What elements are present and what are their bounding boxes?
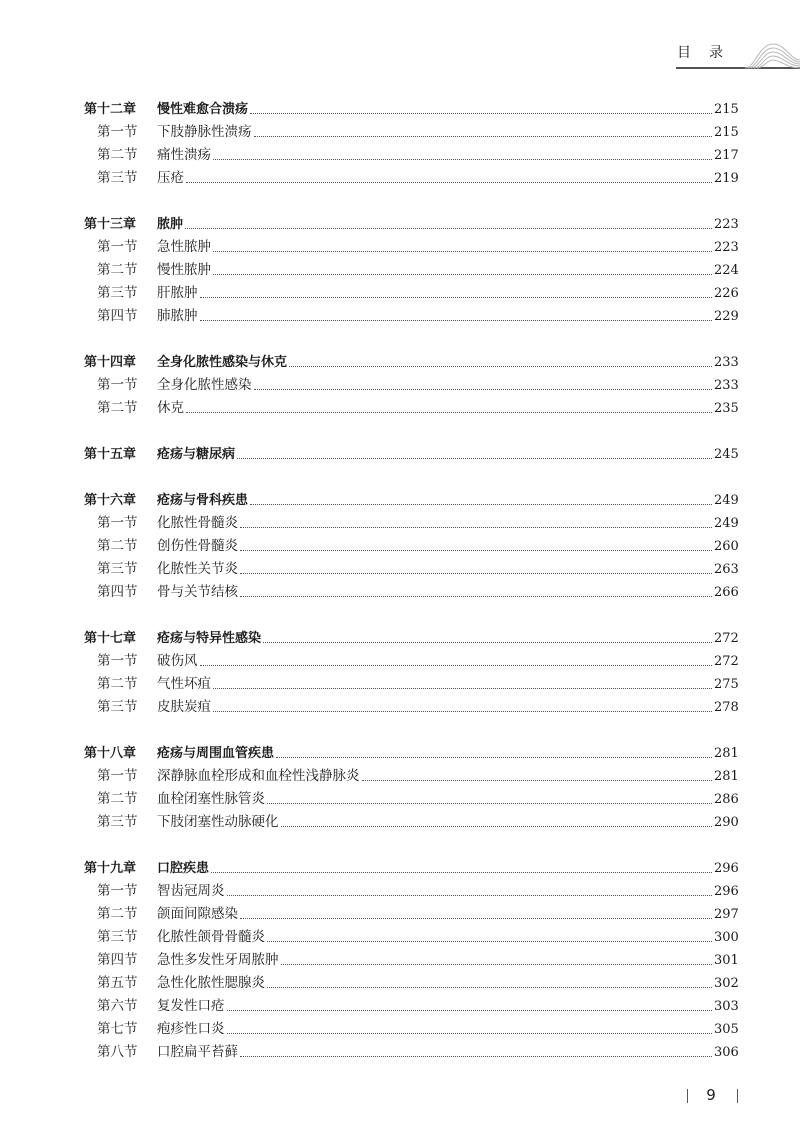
section-page-number: 297 — [714, 907, 739, 922]
dot-leader — [227, 1033, 713, 1034]
section-page-number: 278 — [714, 700, 739, 715]
chapter-entry[interactable] — [84, 98, 738, 121]
chapter-page-number: 281 — [714, 746, 739, 761]
dot-leader — [240, 596, 712, 597]
chapter-title: 疮疡与周围血管疾患 — [157, 746, 275, 761]
dot-leader — [213, 251, 712, 252]
section-page-number: 296 — [714, 884, 739, 899]
section-entry[interactable] — [84, 972, 738, 995]
section-number: 第一节 — [97, 883, 138, 899]
chapter-entry[interactable] — [84, 627, 738, 650]
footer-divider-right — [737, 1089, 738, 1103]
chapter-entry[interactable] — [84, 489, 738, 512]
section-title: 肺脓肿 — [157, 308, 198, 324]
section-title: 骨与关节结核 — [157, 584, 238, 600]
section-number: 第二节 — [97, 791, 138, 807]
section-entry[interactable] — [84, 282, 738, 305]
section-page-number: 305 — [714, 1022, 739, 1037]
chapter-number: 第十九章 — [84, 861, 137, 876]
section-number: 第一节 — [97, 768, 138, 784]
chapter-block — [84, 213, 738, 328]
section-number: 第四节 — [97, 308, 138, 324]
chapter-number: 第十五章 — [84, 447, 137, 462]
chapter-title: 疮疡与糖尿病 — [157, 447, 236, 462]
section-title: 疱疹性口炎 — [157, 1021, 225, 1037]
section-page-number: 272 — [714, 654, 739, 669]
section-page-number: 302 — [714, 976, 739, 991]
dot-leader — [267, 941, 712, 942]
section-entry[interactable] — [84, 903, 738, 926]
chapter-block — [84, 489, 738, 604]
section-entry[interactable] — [84, 374, 738, 397]
section-page-number: 226 — [714, 286, 739, 301]
chapter-title: 疮疡与骨科疾患 — [157, 493, 249, 508]
chapter-page-number: 245 — [714, 447, 739, 462]
section-entry[interactable] — [84, 397, 738, 420]
dot-leader — [254, 136, 713, 137]
section-number: 第二节 — [97, 676, 138, 692]
dot-leader — [185, 228, 712, 229]
section-title: 化脓性关节炎 — [157, 561, 238, 577]
chapter-block — [84, 443, 738, 466]
section-page-number: 217 — [714, 148, 739, 163]
dot-leader — [186, 412, 712, 413]
chapter-page-number: 233 — [714, 355, 739, 370]
section-number: 第四节 — [97, 584, 138, 600]
chapter-block — [84, 351, 738, 420]
section-number: 第二节 — [97, 538, 138, 554]
dot-leader — [200, 297, 713, 298]
chapter-entry[interactable] — [84, 213, 738, 236]
chapter-block — [84, 627, 738, 719]
dot-leader — [240, 918, 712, 919]
section-entry[interactable] — [84, 811, 738, 834]
section-title: 复发性口疮 — [157, 998, 225, 1014]
dot-leader — [240, 573, 712, 574]
section-number: 第一节 — [97, 124, 138, 140]
section-entry[interactable] — [84, 880, 738, 903]
section-number: 第一节 — [97, 377, 138, 393]
dot-leader — [267, 803, 712, 804]
section-entry[interactable] — [84, 1041, 738, 1064]
section-title: 休克 — [157, 400, 184, 416]
page-header — [0, 0, 800, 80]
dot-leader — [281, 964, 713, 965]
section-number: 第七节 — [97, 1021, 138, 1037]
section-page-number: 281 — [714, 769, 739, 784]
section-title: 颌面间隙感染 — [157, 906, 238, 922]
chapter-entry[interactable] — [84, 351, 738, 374]
section-number: 第五节 — [97, 975, 138, 991]
chapter-title: 慢性难愈合溃疡 — [157, 102, 249, 117]
dot-leader — [240, 1056, 712, 1057]
dot-leader — [227, 895, 713, 896]
section-entry[interactable] — [84, 696, 738, 719]
section-entry[interactable] — [84, 765, 738, 788]
section-number: 第二节 — [97, 906, 138, 922]
table-of-contents — [84, 98, 738, 1087]
dot-leader — [263, 642, 712, 643]
dot-leader — [237, 458, 712, 459]
section-entry[interactable] — [84, 144, 738, 167]
chapter-page-number: 272 — [714, 631, 739, 646]
section-title: 慢性脓肿 — [157, 262, 211, 278]
section-title: 痛性溃疡 — [157, 147, 211, 163]
section-entry[interactable] — [84, 673, 738, 696]
section-entry[interactable] — [84, 995, 738, 1018]
dot-leader — [254, 389, 713, 390]
section-title: 急性化脓性腮腺炎 — [157, 975, 265, 991]
section-number: 第三节 — [97, 929, 138, 945]
dot-leader — [186, 182, 712, 183]
section-page-number: 300 — [714, 930, 739, 945]
dot-leader — [227, 1010, 713, 1011]
section-entry[interactable] — [84, 788, 738, 811]
chapter-page-number: 223 — [714, 217, 739, 232]
dot-leader — [289, 366, 712, 367]
chapter-page-number: 215 — [714, 102, 739, 117]
section-entry[interactable] — [84, 949, 738, 972]
dot-leader — [213, 274, 712, 275]
section-entry[interactable] — [84, 167, 738, 190]
section-number: 第一节 — [97, 653, 138, 669]
section-title: 下肢静脉性溃疡 — [157, 124, 252, 140]
section-entry[interactable] — [84, 558, 738, 581]
section-entry[interactable] — [84, 1018, 738, 1041]
header-title: 目 录 — [677, 45, 725, 61]
chapter-entry[interactable] — [84, 742, 738, 765]
dot-leader — [213, 711, 712, 712]
section-title: 皮肤炭疽 — [157, 699, 211, 715]
section-title: 全身化脓性感染 — [157, 377, 252, 393]
dot-leader — [250, 113, 712, 114]
section-number: 第一节 — [97, 515, 138, 531]
footer-divider-left — [687, 1089, 688, 1103]
dot-leader — [281, 826, 713, 827]
section-entry[interactable] — [84, 259, 738, 282]
dot-leader — [240, 527, 712, 528]
section-page-number: 303 — [714, 999, 739, 1014]
section-entry[interactable] — [84, 650, 738, 673]
section-page-number: 266 — [714, 585, 739, 600]
chapter-title: 疮疡与特异性感染 — [157, 631, 262, 646]
chapter-title: 全身化脓性感染与休克 — [157, 355, 288, 370]
section-page-number: 223 — [714, 240, 739, 255]
chapter-page-number: 296 — [714, 861, 739, 876]
chapter-block — [84, 857, 738, 1064]
section-number: 第三节 — [97, 285, 138, 301]
dot-leader — [250, 504, 712, 505]
dot-leader — [200, 665, 713, 666]
section-title: 气性坏疽 — [157, 676, 211, 692]
chapter-entry[interactable] — [84, 857, 738, 880]
section-title: 智齿冠周炎 — [157, 883, 225, 899]
section-title: 血栓闭塞性脉管炎 — [157, 791, 265, 807]
dot-leader — [276, 757, 712, 758]
section-number: 第三节 — [97, 561, 138, 577]
section-title: 创伤性骨髓炎 — [157, 538, 238, 554]
section-page-number: 290 — [714, 815, 739, 830]
section-title: 化脓性颌骨骨髓炎 — [157, 929, 265, 945]
dot-leader — [211, 872, 712, 873]
chapter-page-number: 249 — [714, 493, 739, 508]
chapter-number: 第十四章 — [84, 355, 137, 370]
section-title: 急性脓肿 — [157, 239, 211, 255]
section-entry[interactable] — [84, 236, 738, 259]
dot-leader — [362, 780, 713, 781]
chapter-block — [84, 742, 738, 834]
section-number: 第二节 — [97, 147, 138, 163]
chapter-title: 口腔疾患 — [157, 861, 210, 876]
dot-leader — [213, 159, 712, 160]
chapter-block — [84, 98, 738, 190]
section-page-number: 260 — [714, 539, 739, 554]
section-entry[interactable] — [84, 535, 738, 558]
chapter-number: 第十七章 — [84, 631, 137, 646]
dot-leader — [240, 550, 712, 551]
section-entry[interactable] — [84, 581, 738, 604]
page-number: 9 — [706, 1086, 716, 1104]
section-title: 破伤风 — [157, 653, 198, 669]
section-number: 第四节 — [97, 952, 138, 968]
section-entry[interactable] — [84, 926, 738, 949]
section-page-number: 229 — [714, 309, 739, 324]
section-page-number: 301 — [714, 953, 739, 968]
dot-leader — [200, 320, 713, 321]
section-title: 口腔扁平苔藓 — [157, 1044, 238, 1060]
section-page-number: 235 — [714, 401, 739, 416]
section-number: 第二节 — [97, 262, 138, 278]
section-number: 第三节 — [97, 814, 138, 830]
chapter-entry[interactable] — [84, 443, 738, 466]
section-entry[interactable] — [84, 121, 738, 144]
section-page-number: 215 — [714, 125, 739, 140]
section-number: 第二节 — [97, 400, 138, 416]
chapter-number: 第十六章 — [84, 493, 137, 508]
section-number: 第一节 — [97, 239, 138, 255]
chapter-number: 第十三章 — [84, 217, 137, 232]
section-page-number: 249 — [714, 516, 739, 531]
section-page-number: 263 — [714, 562, 739, 577]
section-entry[interactable] — [84, 305, 738, 328]
section-number: 第三节 — [97, 699, 138, 715]
section-title: 肝脓肿 — [157, 285, 198, 301]
dot-leader — [267, 987, 712, 988]
section-page-number: 286 — [714, 792, 739, 807]
section-page-number: 306 — [714, 1045, 739, 1060]
chapter-number: 第十二章 — [84, 102, 137, 117]
section-page-number: 275 — [714, 677, 739, 692]
section-title: 下肢闭塞性动脉硬化 — [157, 814, 279, 830]
section-title: 深静脉血栓形成和血栓性浅静脉炎 — [157, 768, 360, 784]
section-number: 第八节 — [97, 1044, 138, 1060]
section-entry[interactable] — [84, 512, 738, 535]
section-title: 化脓性骨髓炎 — [157, 515, 238, 531]
section-number: 第六节 — [97, 998, 138, 1014]
chapter-title: 脓肿 — [157, 217, 184, 232]
section-page-number: 233 — [714, 378, 739, 393]
section-title: 压疮 — [157, 170, 184, 186]
chapter-number: 第十八章 — [84, 746, 137, 761]
wave-ornament-icon — [745, 38, 800, 70]
section-title: 急性多发性牙周脓肿 — [157, 952, 279, 968]
section-page-number: 224 — [714, 263, 739, 278]
section-page-number: 219 — [714, 171, 739, 186]
section-number: 第三节 — [97, 170, 138, 186]
dot-leader — [213, 688, 712, 689]
